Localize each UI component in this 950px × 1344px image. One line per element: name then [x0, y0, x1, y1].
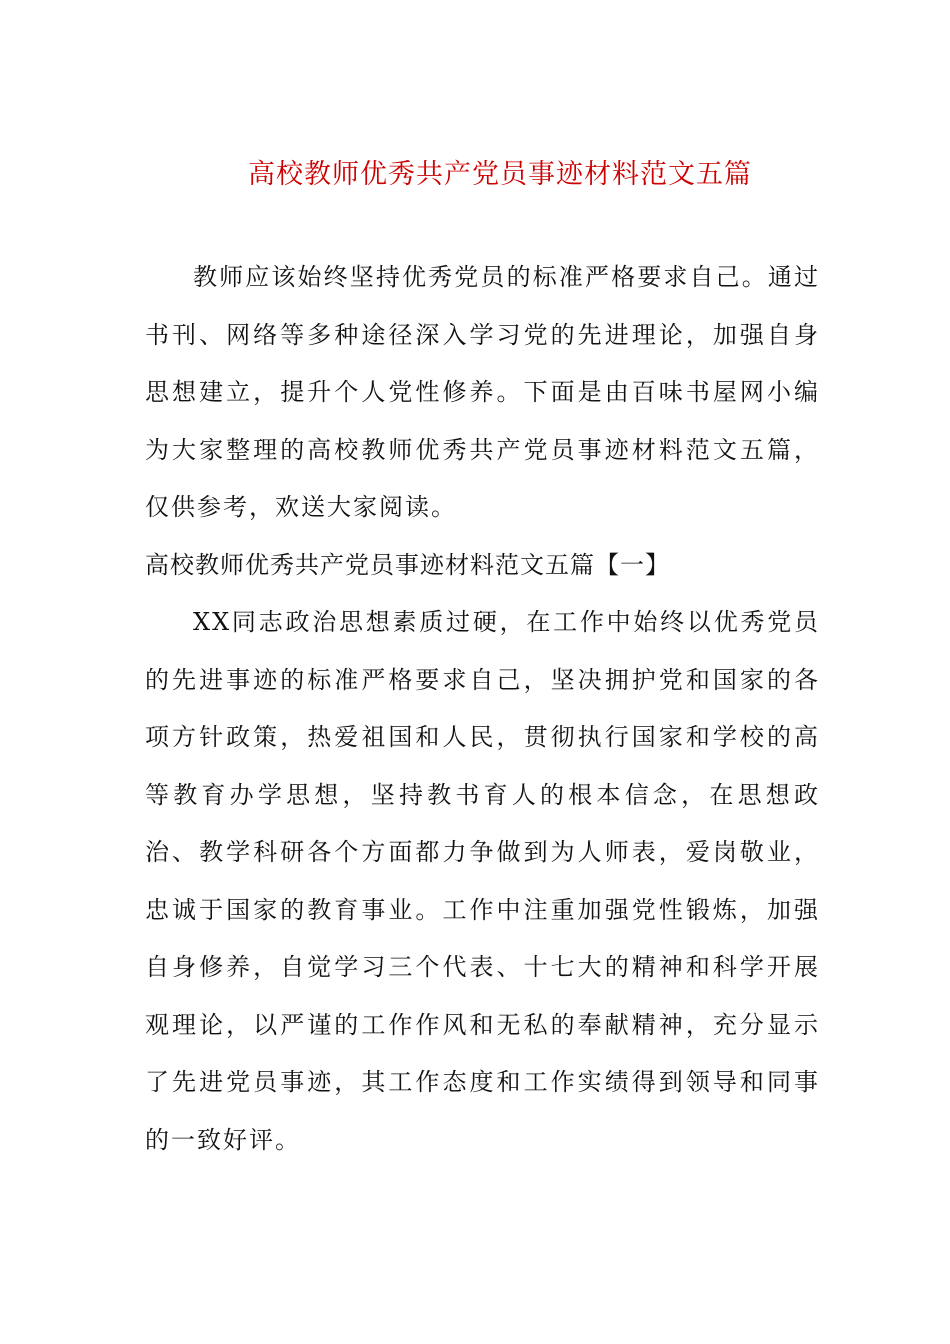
- section-heading: 高校教师优秀共产党员事迹材料范文五篇【一】: [145, 551, 670, 579]
- intro-paragraph: 教师应该始终坚持优秀党员的标准严格要求自己。通过书刊、网络等多种途径深入学习党的先进理论，加强自身思想建立，提升个人党性修养。下面是由百味书屋网小编为大家整理的高校教师优秀共产党员事迹材料范文五篇，仅供参考，欢送大家阅读。: [145, 263, 820, 521]
- section-body-paragraph: XX同志政治思想素质过硬，在工作中始终以优秀党员的先进事迹的标准严格要求自己，坚决拥护党和国家的各项方针政策，热爱祖国和人民，贯彻执行国家和学校的高等教育办学思想，坚持教书育人的根本信念，在思想政治、教学科研各个方面都力争做到为人师表，爱岗敬业，忠诚于国家的教育事业。工作中注重加强党性锻炼，加强自身修养，自觉学习三个代表、十七大的精神和科学开展观理论，以严谨的工作作风和无私的奉献精神，充分显示了先进党员事迹，其工作态度和工作实绩得到领导和同事的一致好评。: [145, 608, 820, 1154]
- document-title: 高校教师优秀共产党员事迹材料范文五篇: [248, 159, 752, 190]
